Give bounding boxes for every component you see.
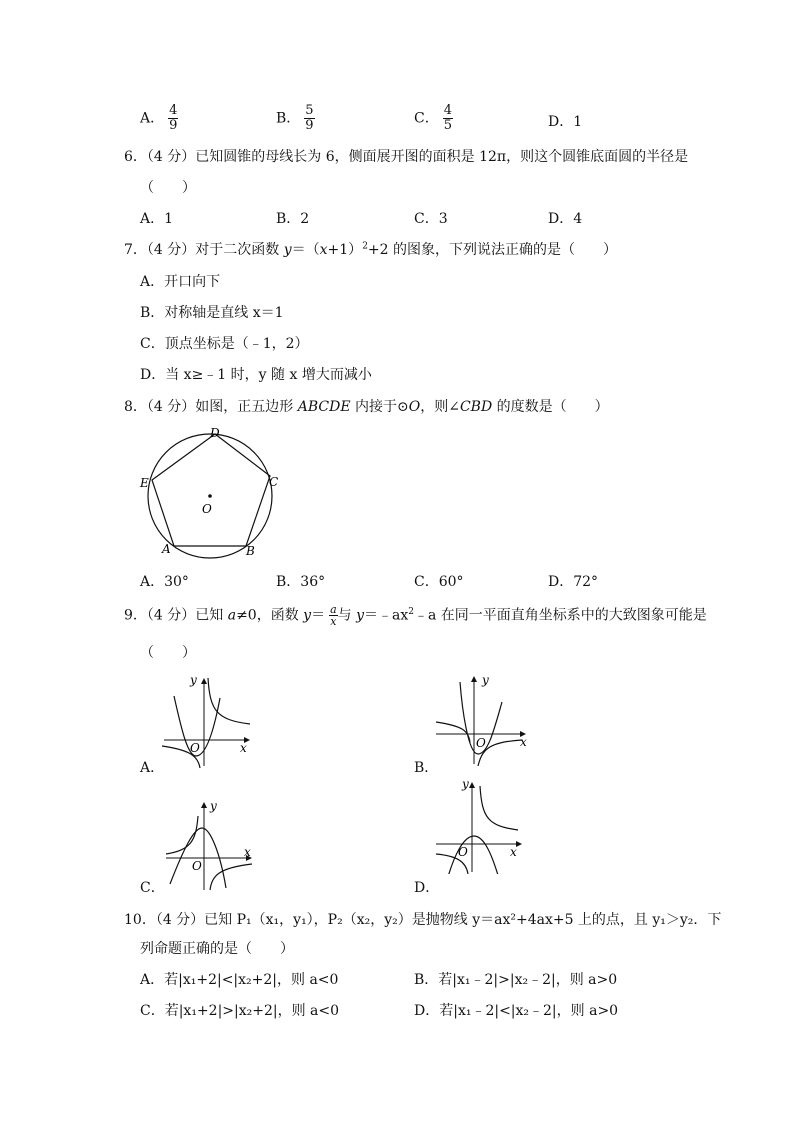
q7-option-b: B．对称轴是直线 x＝1 [140, 305, 284, 321]
svg-text:y: y [210, 799, 217, 813]
svg-text:y: y [462, 777, 469, 791]
q5-option-b: B． $\frac{5}{9}$ [276, 103, 314, 133]
q7-option-a: A．开口向下 [140, 274, 221, 290]
fraction: $\frac{4}{9}$ [169, 103, 178, 133]
center-dot [208, 494, 212, 498]
fraction: $\frac{a}{x}$ [330, 603, 337, 628]
q8-stem: 8．（4 分）如图，正五边形 ABCDE 内接于⊙O，则∠CBD 的度数是（ ） [124, 399, 609, 415]
q8-option-c: C．60° [414, 574, 464, 590]
label-b: B [246, 544, 255, 558]
graph-d-label: D． [414, 880, 440, 896]
svg-text:y: y [482, 673, 489, 687]
q10-option-d: D．若|x₁﹣2|<|x₂﹣2|，则 a>0 [414, 1003, 619, 1019]
label-e: E [140, 476, 149, 490]
fraction: $\frac{4}{5}$ [443, 103, 452, 133]
q5-option-a: A． $\frac{4}{9}$ [140, 103, 178, 133]
graph-c-label: C． [140, 880, 165, 896]
q7-option-d: D．当 x≥﹣1 时，y 随 x 增大而减小 [140, 367, 372, 383]
q10-option-a: A．若|x₁+2|<|x₂+2|，则 a<0 [140, 972, 339, 988]
q8-option-a: A．30° [140, 574, 189, 590]
q7-option-c: C．顶点坐标是（﹣1，2） [140, 336, 309, 352]
label-d: D [210, 426, 220, 440]
label-o: O [202, 502, 212, 516]
q5-option-d: D．1 [548, 114, 583, 130]
label-c: C [269, 475, 279, 489]
svg-text:O: O [192, 859, 202, 873]
q6-option-a: A．1 [140, 211, 174, 227]
graph-b-label: B． [414, 760, 439, 776]
svg-text:O: O [458, 845, 468, 859]
q10-stem-line2: 列命题正确的是（ ） [140, 941, 294, 957]
svg-text:O: O [190, 741, 200, 755]
q6-stem: 6．（4 分）已知圆锥的母线长为 6，侧面展开图的面积是 12π，则这个圆锥底面圆的半径是 [124, 149, 689, 165]
q6-option-c: C．3 [414, 211, 448, 227]
graph-b [432, 668, 532, 768]
q7-stem: 7．（4 分）对于二次函数 $y=(x+1)^2+2$ 的图象，下列说法正确的是（ ） [124, 241, 618, 258]
q10-option-c: C．若|x₁+2|>|x₂+2|，则 a<0 [140, 1003, 340, 1019]
svg-text:x: x [510, 845, 517, 859]
q6-answer-blank: （ ） [140, 180, 196, 196]
q9-stem: 9．（4 分）已知 a≠0，函数 y＝ $\frac{a}{x}$ 与 $y=﹣ax^2﹣a$ 在同一平面直角坐标系中的大致图象可能是 [124, 603, 707, 628]
pentagon-figure [130, 420, 300, 565]
q5-option-c: C． $\frac{4}{5}$ [414, 103, 452, 133]
graph-a [160, 670, 260, 770]
q6-option-d: D．4 [548, 211, 583, 227]
svg-text:O: O [476, 736, 486, 750]
q9-answer-blank: （ ） [140, 645, 196, 661]
svg-text:y: y [190, 673, 197, 687]
q6-option-b: B．2 [276, 211, 310, 227]
q8-option-d: D．72° [548, 574, 599, 590]
q10-option-b: B．若|x₁﹣2|>|x₂﹣2|，则 a>0 [414, 972, 618, 988]
graph-d [432, 774, 532, 874]
fraction: $\frac{5}{9}$ [305, 103, 314, 133]
graph-c [162, 792, 262, 892]
svg-text:x: x [244, 845, 251, 859]
q8-option-b: B．36° [276, 574, 326, 590]
label-a: A [162, 542, 171, 556]
svg-text:x: x [240, 741, 247, 755]
graph-a-label: A． [140, 760, 165, 776]
svg-text:x: x [520, 735, 527, 749]
q10-stem: 10．（4 分）已知 P₁（x₁，y₁），P₂（x₂，y₂）是抛物线 y＝ax²+4ax+5 上的点，且 y₁＞y₂．下 [124, 912, 722, 928]
